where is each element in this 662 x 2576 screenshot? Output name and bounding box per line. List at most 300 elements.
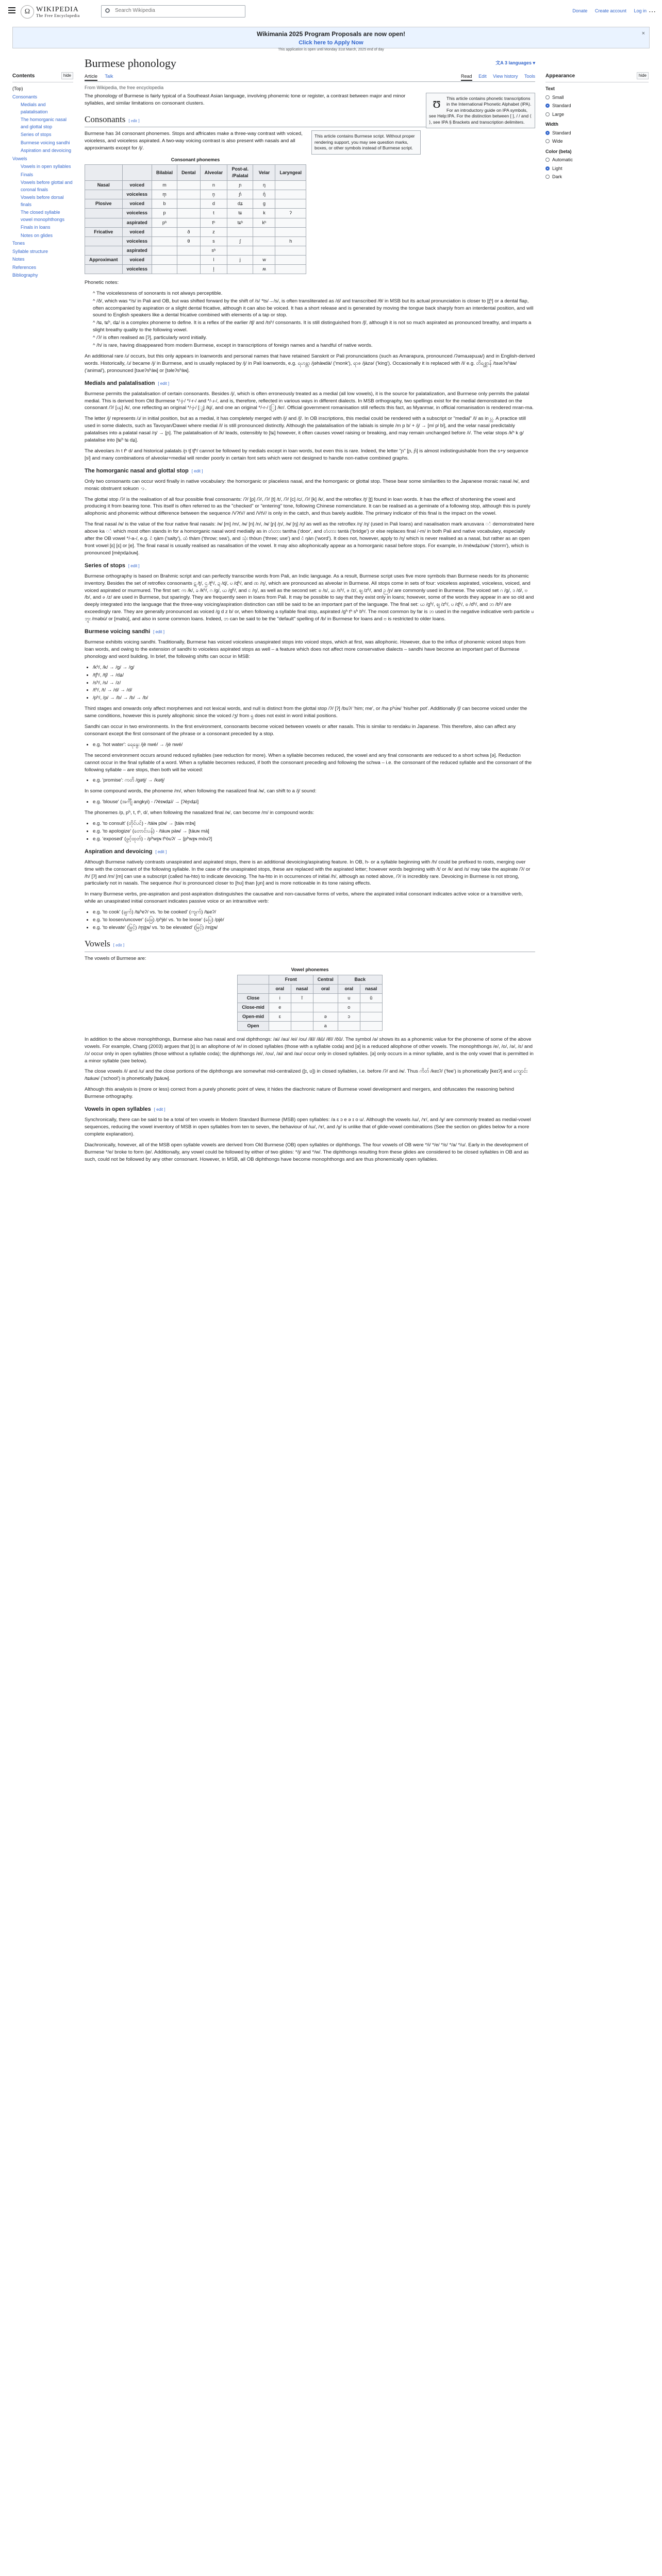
table-cell bbox=[360, 1003, 382, 1012]
toc-item[interactable]: Notes on glides bbox=[21, 232, 53, 238]
sandhi-paragraph-1: Burmese exhibits voicing sandhi. Traditionally, Burmese has voiced voiceless unaspirated stops into voiced stops, which at first, was allophonic. However, due to the influx of phonemic voiced stops from loan words, and owing to the extension of sandhi to voiceless aspirated stops as well – a feature which does not affect more conservative dialects – sandhi have become an important part of Burmese phonology and word building. In brief, the following shifts can occur in MSB: bbox=[85, 639, 526, 659]
table-cell bbox=[275, 227, 306, 236]
radio-icon bbox=[545, 95, 550, 99]
table-cell: w bbox=[253, 255, 275, 264]
log-in-link[interactable]: Log in bbox=[634, 8, 647, 13]
toc-item[interactable]: Bibliography bbox=[12, 273, 38, 278]
option-label: Dark bbox=[552, 174, 562, 179]
table-cell bbox=[85, 190, 123, 199]
title-area bbox=[85, 56, 535, 71]
section-heading-vowels bbox=[85, 938, 535, 952]
table-cell: Nasal bbox=[85, 181, 123, 190]
table-cell: pʰ bbox=[152, 218, 177, 227]
table-cell: voiceless bbox=[122, 190, 152, 199]
appearance-header bbox=[545, 72, 649, 82]
width-standard-option[interactable] bbox=[545, 130, 649, 137]
homorganic-paragraph-1: Only two consonants can occur word finally in native vocabulary: the homorganic or placeless nasal, and the homorganic or glottal stop. These bear some similarities to the Japanese moraic nasal /ɴ/, and moraic obstruent sokuon っ. bbox=[85, 478, 529, 492]
table-cell bbox=[253, 236, 275, 246]
sandhi-paragraph-3: Sandhi can occur in two environments. In the first environment, consonants become voiced between vowels or after nasals. This is similar to rendaku in Japanese. This therefore, also can affect any consonant except the first consonant of the phrase or a consonant preceded by a stop. bbox=[85, 724, 516, 737]
vowels-paragraph-4: Although this analysis is (more or less) correct from a purely phonetic point of view, it hides the diachronic nature of Burmese vowel development and mergers, and obfuscates the reasoning behind Burmese orthography. bbox=[85, 1087, 514, 1100]
phonetic-notes-title: Phonetic notes: bbox=[85, 279, 119, 285]
edit-section-link[interactable]: [ edit ] bbox=[191, 468, 203, 473]
banner-note: This application is open until Monday 31st March, 2025 end of day bbox=[278, 47, 384, 52]
note-text: /h/ is rare, having disappeared from modern Burmese, except in transcriptions of foreign names and a handful of native words. bbox=[96, 343, 373, 349]
column-header bbox=[238, 975, 269, 984]
heading-text: Aspiration and devoicing bbox=[85, 848, 153, 855]
note-text: /ð/, which was */s/ in Pali and OB, but was shifted forward by the shift of /s/ *ts/→/s/, is often transliterated as /d/ and transcribed /θ/ in MSB but its actual pronunciation is closer to [t̪ʰ] or a dental flap, often accompanied by aspiration or a slight dental fricative, although it can also be voiced. It has a short release and is generated by moving the tongue back sharply from an interdental position, and will sound to English speakers like a dental fricative combined with elements of a tap or stop. bbox=[93, 298, 534, 318]
aspiration-example-list bbox=[85, 909, 535, 931]
medials-paragraph-3: The alveolars /n t tʰ d/ and historical palatals /ɲ tʃ tʃʰ/ cannot be followed by medials except in loan words, but even this is rare. Indeed, the letter "ɲ" [ɲ, ɲ̊] is almost indistinguishable from the s+y sequence [sʲ] and many combinations of alveolar+medial will render poorly in certain font sets which were not designed to handle non-native combined graphs. bbox=[85, 448, 528, 461]
medials-paragraph-1: Burmese permits the palatalisation of certain consonants. Besides /j/, which is often erroneously treated as a medial (all low vowels), it is the source for palatalization, and Burmese only permits the palatal medial. This is derived from Old Burmese */-j-/ */-r-/ and */-ɹ-/, and is, therefore, reflected in various ways in different dialects. In MSB orthography, two spellings exist for the medial demonstrated on the consonant /ʔ/ [ၾ] /k/, one reflecting an original */-j-/ [ျ] /kj/, and one an original */-r-/ [ြ] /kr/. Official government romanisation still reflects this fact, as Myanmar, in official romanisation is rendered mran-ma. bbox=[85, 391, 534, 411]
radio-icon bbox=[545, 139, 550, 143]
heading-text: Vowels in open syllables bbox=[85, 1106, 151, 1113]
table-cell bbox=[152, 236, 177, 246]
toc-item[interactable]: Vowels before glottal and coronal finals bbox=[21, 180, 73, 192]
table-cell: z bbox=[200, 227, 227, 236]
toc-list bbox=[12, 86, 73, 279]
section-heading-series bbox=[85, 562, 535, 570]
table-cell: m̥ bbox=[152, 190, 177, 199]
tab-view-history[interactable]: View history bbox=[493, 74, 518, 79]
table-row bbox=[85, 218, 306, 227]
edit-section-link[interactable]: [ edit ] bbox=[128, 118, 140, 123]
column-header: Laryngeal bbox=[275, 165, 306, 181]
table-cell bbox=[85, 209, 123, 218]
table-cell: ɲ bbox=[227, 181, 253, 190]
column-header: Front bbox=[269, 975, 313, 984]
table-cell bbox=[177, 181, 201, 190]
tab-tools[interactable]: Tools bbox=[524, 74, 535, 79]
table-cell bbox=[253, 246, 275, 255]
search-box[interactable] bbox=[101, 5, 245, 18]
sub-header: oral bbox=[269, 984, 291, 993]
radio-selected-icon bbox=[545, 131, 550, 135]
vowels-paragraph-2: In addition to the above monophthongs, Burmese also has nasal and oral diphthongs: /ai/ /au/ /ei/ /ou/ /ãĩ/ /ãũ/ /ẽĩ/ /õũ/. The symbol /ə/ shows its as a phonemic value for the phoneme of some of the above vowels. For example, Chang (2003) argues that [ɪ] is an allophone of /e/ in closed syllables (those with a syllable coda) and [ə] is a reduced allophone of other vowels. The monophthongs /e/, /o/, /ə/, /ɛ/ and /ɔ/ occur only in open syllables (those without a syllable coda); the diphthongs /ei/, /ou/, /ai/ and /au/ occur only in closed syllables. [ə] only occurs in a minor syllable, and is the only vowel that is permitted in a minor syllable (see below). bbox=[85, 1036, 534, 1064]
color-automatic-option[interactable] bbox=[545, 157, 649, 164]
table-row bbox=[238, 993, 383, 1003]
option-label: Large bbox=[552, 111, 565, 117]
table-cell: ɲ̊ bbox=[227, 190, 253, 199]
create-account-link[interactable]: Create account bbox=[594, 8, 626, 13]
wikipedia-logo-icon[interactable]: Ω bbox=[21, 5, 34, 19]
more-options-icon[interactable]: ⋯ bbox=[649, 7, 656, 15]
table-cell: e bbox=[269, 1003, 291, 1012]
option-label: Standard bbox=[552, 103, 571, 108]
site-notice-banner bbox=[12, 27, 650, 52]
aspiration-paragraph-2: In many Burmese verbs, pre-aspiration and post-aspiration distinguishes the causative and non-causative forms of verbs, where the aspirated initial consonant indicates active voice or a transitive verb, while an unaspirated initial consonant indicates passive voice or an intransitive verb: bbox=[85, 891, 523, 905]
table-cell: voiceless bbox=[122, 209, 152, 218]
toc-item[interactable]: Burmese voicing sandhi bbox=[21, 140, 70, 145]
list-item: • e.g. 'to loosen/uncover' (ဖြေ) /pʰjè/ vs. 'to be loose' (ပြေ) /pjè/ bbox=[93, 917, 535, 924]
note-text: /ʔ/ is often realised as [ʔ], particularly word initially. bbox=[96, 335, 207, 341]
color-light-option[interactable] bbox=[545, 165, 649, 173]
burmese-script-notice bbox=[311, 130, 421, 154]
table-cell bbox=[275, 218, 306, 227]
table-cell bbox=[85, 264, 123, 274]
table-cell: ɛ bbox=[269, 1012, 291, 1021]
table-cell: voiced bbox=[122, 255, 152, 264]
close-icon[interactable]: × bbox=[641, 30, 645, 37]
table-row bbox=[85, 209, 306, 218]
table-cell: ũ bbox=[360, 993, 382, 1003]
table-cell: voiced bbox=[122, 227, 152, 236]
edit-section-link[interactable]: [ edit ] bbox=[113, 942, 125, 947]
toc-title: Contents bbox=[12, 73, 35, 79]
sandhi-paragraph-4: The second environment occurs around reduced syllables (see reduction for more). When a syllable becomes reduced, the vowel and any final consonants are reduced to a short schwa [ə]. Reduction cannot occur in the final syllable of a word. When a syllable becomes reduced, if both the consonant preceding and following the schwa – i.e. the consonant of the reduced syllable and the consonant of the following syllable – are stops, then both will be voiced: bbox=[85, 752, 532, 773]
toc-item[interactable]: Finals in loans bbox=[21, 225, 51, 230]
table-cell: sʰ bbox=[200, 246, 227, 255]
table-cell bbox=[177, 209, 201, 218]
language-count: 3 languages bbox=[504, 60, 532, 65]
table-cell: aspirated bbox=[122, 218, 152, 227]
table-cell: ð bbox=[177, 227, 201, 236]
table-cell bbox=[269, 1021, 291, 1030]
table-cell: Plosive bbox=[85, 199, 123, 209]
option-label: Standard bbox=[552, 130, 571, 135]
section-heading-sandhi bbox=[85, 628, 535, 636]
option-label: Automatic bbox=[552, 157, 573, 162]
edit-section-link[interactable]: [ edit ] bbox=[158, 381, 170, 386]
table-cell bbox=[360, 1021, 382, 1030]
table-row bbox=[85, 190, 306, 199]
table-cell: u bbox=[338, 993, 360, 1003]
table-cell: l bbox=[200, 255, 227, 264]
open-syllables-paragraph-1: Synchronically, there can be said to be a total of ten vowels in Modern Standard Burmese (MSB) open syllables: /a ɛ ɔ e ə ɪ o u/. Although the vowels /ɯ/, /ɤ/, and /ɣ/ are commonly treated as medial-vowel sequences, reducing the vowel inventory of MSB in open syllables from ten to seven, the behaviour of /ɯ/, /ɤ/, and /ɣ/ is unlike that of glide-vowel combinations (See the section on glides below for a more complete explanation). bbox=[85, 1116, 531, 1137]
table-cell bbox=[177, 264, 201, 274]
medials-paragraph-2: The letter /j/ represents /ɹ/ in initial position, but as a medial, it has completely merged with /j/ and /ʃ/. In OB inscriptions, this medial could be rendered with a subscript or "medial" /l/ as in ပ္လ. A practice still used in some dialects, such as Tavoyan/Dawei where medial /l/ is still pronounced distinctly. Although the palatalisation of the labials is simple /m p b/ + /j/ → [mʲ pʲ bʲ], and the velar nasal predictably palatalises into a palatal nasal /ŋ/ → [ɲ]. The palatalisation of /k/ leads, ostensibly to [tɕ] however, it often causes vowel raising or breaking, and may remain unchanged before /i/. The velar stops /kʰ k ɡ/ palatalise into [tɕʰ tɕ dʑ]. bbox=[85, 416, 526, 444]
table-cell: Close bbox=[238, 993, 269, 1003]
table-row bbox=[85, 264, 306, 274]
table-cell: p bbox=[152, 209, 177, 218]
heading-text: The homorganic nasal and glottal stop bbox=[85, 467, 189, 474]
radio-icon bbox=[545, 158, 550, 162]
color-label: Color (beta) bbox=[545, 148, 572, 154]
sub-header: oral bbox=[338, 984, 360, 993]
section-heading-homorganic bbox=[85, 467, 535, 476]
table-cell: ɡ bbox=[253, 199, 275, 209]
note-item bbox=[93, 334, 535, 342]
list-item: • /kʰ/, /k/ → /ɡ/ → /ɡ/ bbox=[93, 664, 535, 671]
search-icon bbox=[105, 8, 110, 13]
sandhi-paragraph-2: Third stages and onwards only affect morphemes and not lexical words, and null is distinct from the glottal stop /ʔ/ [ʔ] /buʔ/ 'him; me', or /hə pʰʊ̀ɴ/ 'his/her pot'. Additionally /ʃ/ can become voiced under the same conditions, however this is purely allophonic since the voiced /ʒ/ from ရှ does not exist in word initial positions. bbox=[85, 706, 527, 719]
appearance-hide-button[interactable]: hide bbox=[637, 72, 649, 79]
table-cell bbox=[152, 227, 177, 236]
sandhi-example-list-1 bbox=[85, 741, 535, 749]
table-cell: ŋ bbox=[253, 181, 275, 190]
table-row bbox=[85, 199, 306, 209]
sub-header: oral bbox=[313, 984, 338, 993]
table-cell: dʑ bbox=[227, 199, 253, 209]
list-item: • e.g. 'to cook' (ချက်) /tɕʰeʔ/ vs. 'to be cooked' (ကျက်) /tɕeʔ/ bbox=[93, 909, 535, 916]
table-cell: k bbox=[253, 209, 275, 218]
table-caption: Consonant phonemes bbox=[171, 157, 220, 163]
table-cell bbox=[313, 993, 338, 1003]
radio-selected-icon bbox=[545, 166, 550, 171]
option-label: Light bbox=[552, 165, 562, 171]
table-cell: voiced bbox=[122, 199, 152, 209]
table-cell: Approximant bbox=[85, 255, 123, 264]
toc-item[interactable]: The closed syllable vowel monophthongs bbox=[21, 210, 65, 222]
header-links bbox=[566, 8, 647, 15]
heading-text: Burmese voicing sandhi bbox=[85, 629, 151, 635]
search-input[interactable] bbox=[114, 7, 240, 14]
table-cell: m bbox=[152, 181, 177, 190]
toc-item[interactable]: Syllable structure bbox=[12, 248, 48, 254]
ipa-notice-text: This article contains phonetic transcriptions in the International Phonetic Alphabet (IPA). For an introductory guide on IPA symbols, see Help:IPA. For the distinction between [ ], / / and ⟨ ⟩, see IPA § Brackets and transcription delimiters. bbox=[429, 96, 532, 125]
table-cell bbox=[177, 199, 201, 209]
consonants-paragraph: Burmese has 34 consonant phonemes. Stops and affricates make a three-way contrast with voiced, voiceless, and voiceless aspirated. A two-way voicing contrast is also present with nasals and all approximants except for /j/. bbox=[85, 131, 303, 151]
banner-link[interactable]: Click here to Apply Now bbox=[299, 40, 363, 46]
column-header: Alveolar bbox=[200, 165, 227, 181]
width-label: Width bbox=[545, 122, 558, 127]
option-label: Small bbox=[552, 94, 564, 100]
table-cell: Close-mid bbox=[238, 1003, 269, 1012]
table-cell: n bbox=[200, 181, 227, 190]
from-wikipedia-note: From Wikipedia, the free encyclopedia bbox=[85, 85, 164, 90]
main-menu-icon[interactable] bbox=[8, 7, 15, 13]
page-title: Burmese phonology bbox=[85, 57, 176, 70]
table-cell bbox=[313, 1003, 338, 1012]
note-text: The voicelessness of sonorants is not always perceptible. bbox=[96, 290, 223, 296]
table-cell bbox=[360, 1012, 382, 1021]
toc-item[interactable]: Notes bbox=[12, 257, 25, 262]
table-row bbox=[85, 255, 306, 264]
table-row bbox=[238, 1003, 383, 1012]
table-cell: Open bbox=[238, 1021, 269, 1030]
heading-text: Vowels bbox=[85, 938, 110, 948]
list-item: • e.g. 'to consult' (တိုင်ပင်) - /táiɴ pɪ̀ɴ/ → [táiɴ mɪ̀ɴ] bbox=[93, 820, 535, 827]
table-cell: l̥ bbox=[200, 264, 227, 274]
table-cell: o bbox=[338, 1003, 360, 1012]
appearance-panel bbox=[545, 72, 649, 182]
intro-paragraph: The phonology of Burmese is fairly typical of a Southeast Asian language, involving phonemic tone or register, a contrast between major and minor syllables, and similar limitations on consonant clusters. bbox=[85, 93, 406, 106]
sandhi-example-list-3 bbox=[85, 799, 535, 806]
edit-section-link[interactable]: [ edit ] bbox=[128, 563, 140, 568]
text-large-option[interactable] bbox=[545, 111, 649, 118]
list-item: • /pʰ/, /p/ → /b/ → /b/ → /b/ bbox=[93, 694, 535, 702]
table-cell: j bbox=[227, 255, 253, 264]
table-row bbox=[238, 1021, 383, 1030]
table-cell: tʰ bbox=[200, 218, 227, 227]
toc-item[interactable]: (Top) bbox=[12, 86, 23, 91]
vowel-phonemes-table bbox=[237, 965, 383, 1030]
list-item: • e.g. 'to elevate' (မြှင့်) /m̥jɪ̰ɴ/ vs. 'to be elevated' (မြင့်) /mjɪ̰ɴ/ bbox=[93, 924, 535, 931]
list-item: • e.g. 'promise': ကတိ /ɡətḭ/ → /kətḭ/ bbox=[93, 777, 535, 784]
table-row bbox=[85, 227, 306, 236]
note-marker: ^ bbox=[93, 335, 97, 341]
table-cell bbox=[275, 199, 306, 209]
toc-item[interactable]: References bbox=[12, 264, 37, 270]
sandhi-shift-list bbox=[85, 664, 535, 702]
series-paragraph-1: Burmese orthography is based on Brahmic script and can perfectly transcribe words from Pali, an Indic language. As a result, Burmese script uses five more symbols than Burmese needs for its phonemic inventory. Besides the set of retroflex consonants ဋ /ʈ/, ဌ /ʈʰ/, ဍ /ɖ/, ဎ /ɖʰ/, and ဏ /ɳ/, which are pronounced as alveolar in Burmese. All stops come in sets of four: voiceless aspirated, voiceless, voiced, and voiced aspirated or murmured. The first set: က /k/, ခ /kʰ/, ဂ /ɡ/, ဃ /ɡʱ/, and င /ŋ/, as well as the second set: စ /s/, ဆ /sʰ/, ဇ /z/, ဈ /zʱ/, and ဉ /ɲ/ are commonly used in Burmese. The voiced set ဂ /ɡ/, ဒ /d/, ဗ /b/, and ဇ /z/ are used in Burmese, but sparingly. They are frequently seen in loans from Pali. It may be possible to say that they exist only in loans; however, some of the words they appear in are so old and deeply integrated into the language that the three-way voicing/aspiration distinction can still be said to be an important part of the language. The final set: ဃ /ɡʱ/, ဈ /zʱ/, ဎ /ɖʰ/, ဓ /dʰ/, and ဘ /bʱ/ are exceedingly rare. They are generally pronounced as voiced /ɡ d z b/ or, when following a syllable final stop, aspirated /ɡʰ tʰ sʰ bʰ/. The most common by far is ဘ used in the negative indicative verb particle မဘူး /məbú/ or [məbù], and also in some common loans. Indeed, ဘ can be said to be the "default" spelling of /b/ in Burmese for loans and ဗ is restricted to older loans. bbox=[85, 573, 534, 622]
radio-icon bbox=[545, 175, 550, 179]
toc-item[interactable]: Consonants bbox=[12, 94, 38, 99]
wikipedia-wordmark[interactable] bbox=[36, 4, 80, 19]
table-cell bbox=[275, 190, 306, 199]
list-item: • /sʰ/, /s/ → /z/ bbox=[93, 680, 535, 687]
consonants-paragraph-2: An additional rare /ɹ/ occurs, but this only appears in loanwords and personal names that have retained Sanskrit or Pali pronunciations (such as Amarapura, pronounced /ʔəmaɹəpuɹa/) and in English-derived words. Historically, /ɹ/ became /j/ in Burmese, and is usually replaced by /j/ in Pali loanwords, e.g. ရဟန္တာ /jəhàɴdà/ ('monk'), ရာဇ /jàzə/ ('king'). Occasionally it is replaced with /l/ e.g. တိရစ္ဆာန် /təɹeʔsʰàɴ/ ('animal'), pronounced [təɹeʔsʰàɴ] or [təleʔsʰàɴ]. bbox=[85, 353, 535, 374]
edit-section-link[interactable]: [ edit ] bbox=[155, 849, 167, 854]
column-header: Bilabial bbox=[152, 165, 177, 181]
list-item: • e.g. 'blouse' (အင်္ကျီ angkyi) - /ʔèɪɴdʑí/ → [ʔèɲdʑí] bbox=[93, 799, 535, 806]
option-label: Wide bbox=[552, 139, 563, 144]
table-row bbox=[85, 181, 306, 190]
table-caption: Vowel phonemes bbox=[291, 967, 329, 973]
list-item: • /tʰ/, /t/ → /d/ → /d/ bbox=[93, 687, 535, 694]
sub-header: nasal bbox=[291, 984, 313, 993]
toc-item[interactable]: Series of stops bbox=[21, 132, 52, 137]
table-cell bbox=[85, 218, 123, 227]
column-header: Central bbox=[313, 975, 338, 984]
table-cell: voiceless bbox=[122, 236, 152, 246]
banner-title: Wikimania 2025 Program Proposals are now open! bbox=[257, 30, 405, 38]
table-cell bbox=[227, 264, 253, 274]
table-cell bbox=[275, 246, 306, 255]
table-cell bbox=[177, 218, 201, 227]
table-cell: tɕʰ bbox=[227, 218, 253, 227]
vowels-paragraph-3: The close vowels /i/ and /u/ and the close portions of the diphthongs are somewhat mid-centralized ([ɪ, ʊ]) in closed syllables, i.e. before /ʔ/ and /ɴ/. Thus ကိတ် /keɪʔ/ ('fee') is phonetically [keɪʔ] and ကျောင်း /tɕáuɴ/ ('school') is phonetically [tɕáʊɴ]. bbox=[85, 1069, 528, 1082]
table-cell bbox=[85, 246, 123, 255]
note-marker: ^ bbox=[93, 320, 97, 326]
appearance-title: Appearance bbox=[545, 73, 575, 79]
section-heading-aspiration bbox=[85, 848, 535, 856]
article-content bbox=[85, 93, 535, 1166]
sub-header bbox=[238, 984, 269, 993]
table-cell bbox=[275, 255, 306, 264]
toc-item[interactable]: Tones bbox=[12, 241, 25, 246]
table-cell: aspirated bbox=[122, 246, 152, 255]
column-header: Back bbox=[338, 975, 382, 984]
edit-section-link[interactable]: [ edit ] bbox=[154, 1107, 166, 1112]
toc-item[interactable]: Vowels in open syllables bbox=[21, 164, 71, 169]
sandhi-paragraph-6: The phonemes /p, pʰ, t, tʰ, d/, when following the nasalized final /ɴ/, can become /m/ in compound words: bbox=[85, 810, 315, 816]
table-cell bbox=[177, 246, 201, 255]
table-cell: d bbox=[200, 199, 227, 209]
wordmark-top: WIKIPEDIA bbox=[36, 6, 79, 13]
list-item: • e.g. 'to apologize' (တောင်းပန်) - /táuɴ pàɴ/ → [táuɴ mà] bbox=[93, 828, 535, 835]
table-cell: Fricative bbox=[85, 227, 123, 236]
table-cell bbox=[177, 190, 201, 199]
column-header: Post-al. /Palatal bbox=[227, 165, 253, 181]
table-cell bbox=[338, 1021, 360, 1030]
table-row bbox=[85, 246, 306, 255]
chevron-down-icon: ▾ bbox=[531, 60, 535, 65]
column-header: Velar bbox=[253, 165, 275, 181]
page-tabs bbox=[85, 72, 535, 82]
tab-edit[interactable]: Edit bbox=[478, 74, 487, 79]
note-item bbox=[93, 319, 535, 334]
phonetic-notes-list bbox=[85, 290, 535, 349]
table-cell: ə bbox=[313, 1012, 338, 1021]
table-cell: ʔ bbox=[275, 209, 306, 218]
homorganic-paragraph-3: The final nasal /ɴ/ is the value of the four native final nasals: /ɴ/ [m] /m/, /ɴ/ [n] /n/, /ɴ/ [ɲ] /ɲ/, /ɴ/ [ŋ] /ŋ/ as well as the retroflex /ɳ/ /ɳ/ (used in Pali loans) and nasalisation mark anusvara ◌ံ demonstrated here above ka ◌ံ which most often stands in for a homorganic nasal word medially as in တံတား tantha ('door', and တံတား tantà ('bridge') or else replaces final /-m/ in both Pali and native vocabulary, especially after the OB vowel */-a-/, e.g. ငံ ŋàm ('salty'), ထံ thàm ('throw; sea'), and သုံး thòun ('three; use') and ငံ ŋàn ('word'). It does not, however, apply to /ɳ/ which is never realised as a nasal, but rather as an open front vowel [ɛ] [ɛ] or [e]. The final nasal is usually realised as nasalisation of the vowel. It may also allophonically appear as a homorganic nasal before stops. For example, in /mèɴdʑòuɴ/ ('storm'), which is pronounced [mèɲdʑòuɴ]. bbox=[85, 521, 535, 556]
toc-item[interactable]: Medials and palatalisation bbox=[21, 102, 48, 114]
table-cell: tɕ bbox=[227, 209, 253, 218]
note-marker: ^ bbox=[93, 298, 97, 304]
table-cell bbox=[227, 227, 253, 236]
table-cell: ĩ bbox=[291, 993, 313, 1003]
heading-text: Series of stops bbox=[85, 562, 125, 569]
column-header bbox=[122, 165, 152, 181]
toc-item[interactable]: Aspiration and devoicing bbox=[21, 148, 72, 153]
sub-header: nasal bbox=[360, 984, 382, 993]
consonant-phonemes-table bbox=[85, 156, 306, 274]
note-marker: ^ bbox=[93, 343, 97, 349]
tab-read[interactable]: Read bbox=[461, 74, 472, 81]
tab-talk[interactable]: Talk bbox=[105, 74, 113, 79]
sandhi-example-list-4 bbox=[85, 820, 535, 843]
width-wide-option[interactable] bbox=[545, 138, 649, 145]
table-row bbox=[85, 236, 306, 246]
translate-icon: 文A bbox=[495, 60, 505, 65]
radio-icon bbox=[545, 112, 550, 116]
column-header bbox=[85, 165, 123, 181]
color-dark-option[interactable] bbox=[545, 174, 649, 181]
toc-item[interactable]: The homorganic nasal and glottal stop bbox=[21, 117, 67, 129]
table-cell bbox=[291, 1021, 313, 1030]
table-cell: ʍ bbox=[253, 264, 275, 274]
donate-link[interactable]: Donate bbox=[572, 8, 588, 13]
table-cell: a bbox=[313, 1021, 338, 1030]
list-item: • /tʃʰ/, /tʃ/ → /dʑ/ bbox=[93, 672, 535, 679]
table-row bbox=[238, 1012, 383, 1021]
heading-text: Medials and palatalisation bbox=[85, 380, 155, 386]
note-marker: ^ bbox=[93, 290, 96, 296]
toc-item[interactable]: Finals bbox=[21, 172, 34, 177]
text-size-label: Text bbox=[545, 86, 555, 91]
table-cell: θ bbox=[177, 236, 201, 246]
table-cell bbox=[253, 227, 275, 236]
toc-header bbox=[12, 72, 73, 82]
homorganic-paragraph-2: The glottal stop /ʔ/ is the realisation of all four possible final consonants: /ʔ/ [p] /ʔ/, /ʔ/ [t] /t/, /ʔ/ [c] /c/, /ʔ/ [k] /k/, and the retroflex /ʈ/ [ʈ] found in loan words. It has the effect of shortening the vowel and producing it from bearing tone. This itself is often referred to as the "checked" or "entering" tone, following Chinese nomenclature. It can be realised as a geminate of a following stop, although this is purely allophonic and phonemic without difference between the sequence /VʔtV/ and /VtV/ is only in the catch, and thus barely audible. The primary indicator of this final is the impact on the vowel. bbox=[85, 496, 531, 517]
table-cell: ʃ bbox=[227, 236, 253, 246]
table-cell: Open-mid bbox=[238, 1012, 269, 1021]
table-cell: voiced bbox=[122, 181, 152, 190]
table-cell: n̥ bbox=[200, 190, 227, 199]
text-standard-option[interactable] bbox=[545, 103, 649, 110]
column-header: Dental bbox=[177, 165, 201, 181]
ipa-notice-box bbox=[426, 93, 535, 128]
sandhi-example-list-2 bbox=[85, 777, 535, 784]
list-item: • e.g. 'hot water': ရေနွေး /jè nwé/ → /jè nwé/ bbox=[93, 741, 535, 749]
heading-text: Consonants bbox=[85, 114, 126, 124]
text-small-option[interactable] bbox=[545, 94, 649, 101]
note-item bbox=[93, 290, 535, 297]
toc-hide-button[interactable]: hide bbox=[61, 72, 73, 79]
note-item bbox=[93, 342, 535, 349]
table-cell bbox=[152, 246, 177, 255]
section-heading-open-syllables bbox=[85, 1106, 535, 1114]
table-of-contents bbox=[12, 72, 73, 280]
table-cell bbox=[227, 246, 253, 255]
toc-item[interactable]: Vowels before dorsal finals bbox=[21, 195, 64, 207]
radio-selected-icon bbox=[545, 104, 550, 108]
table-cell bbox=[275, 181, 306, 190]
aspiration-paragraph-1: Although Burmese natively contrasts unaspirated and aspirated stops, there is an additional devoicing/aspirating feature. In OB, h- or a syllable beginning with /h/ could be prefixed to roots, merging over time with the consonant of the following syllable. In the case of the unaspirated stops, these are replaced with the aspirated letter; however words beginning with /t/ or /k/ and /s/ may take the aspirate /ʔ/ or /h/ [ʔ] and /m/ [m] can use a subscript (called ha-hto) to indicate devoicing. The ha-hto in in occurrences of initial /h/, although as noted above, /ʔ/ is incredibly rare. Devoicing in Burmese is not strong, particularly not in nasals. The sequence /hʊ/ is pronounced closer to [hʊ] than [ʊ̥n] and is more noticeable in its tone raising effects. bbox=[85, 859, 531, 887]
burmese-notice-text: This article contains Burmese script. Without proper rendering support, you may see question marks, boxes, or other symbols instead of Burmese script. bbox=[315, 133, 415, 151]
table-cell: kʰ bbox=[253, 218, 275, 227]
language-button[interactable] bbox=[495, 60, 535, 67]
table-cell bbox=[152, 255, 177, 264]
tab-article[interactable]: Article bbox=[85, 74, 97, 81]
sandhi-paragraph-5: In some compound words, the phoneme /m/, when following the nasalized final /ɴ/, can shift to a /j/ sound: bbox=[85, 788, 317, 794]
table-cell bbox=[177, 255, 201, 264]
table-cell: i bbox=[269, 993, 291, 1003]
table-cell bbox=[152, 264, 177, 274]
note-item bbox=[93, 298, 535, 319]
edit-section-link[interactable]: [ edit ] bbox=[153, 630, 164, 635]
toc-item[interactable]: Vowels bbox=[12, 156, 27, 161]
